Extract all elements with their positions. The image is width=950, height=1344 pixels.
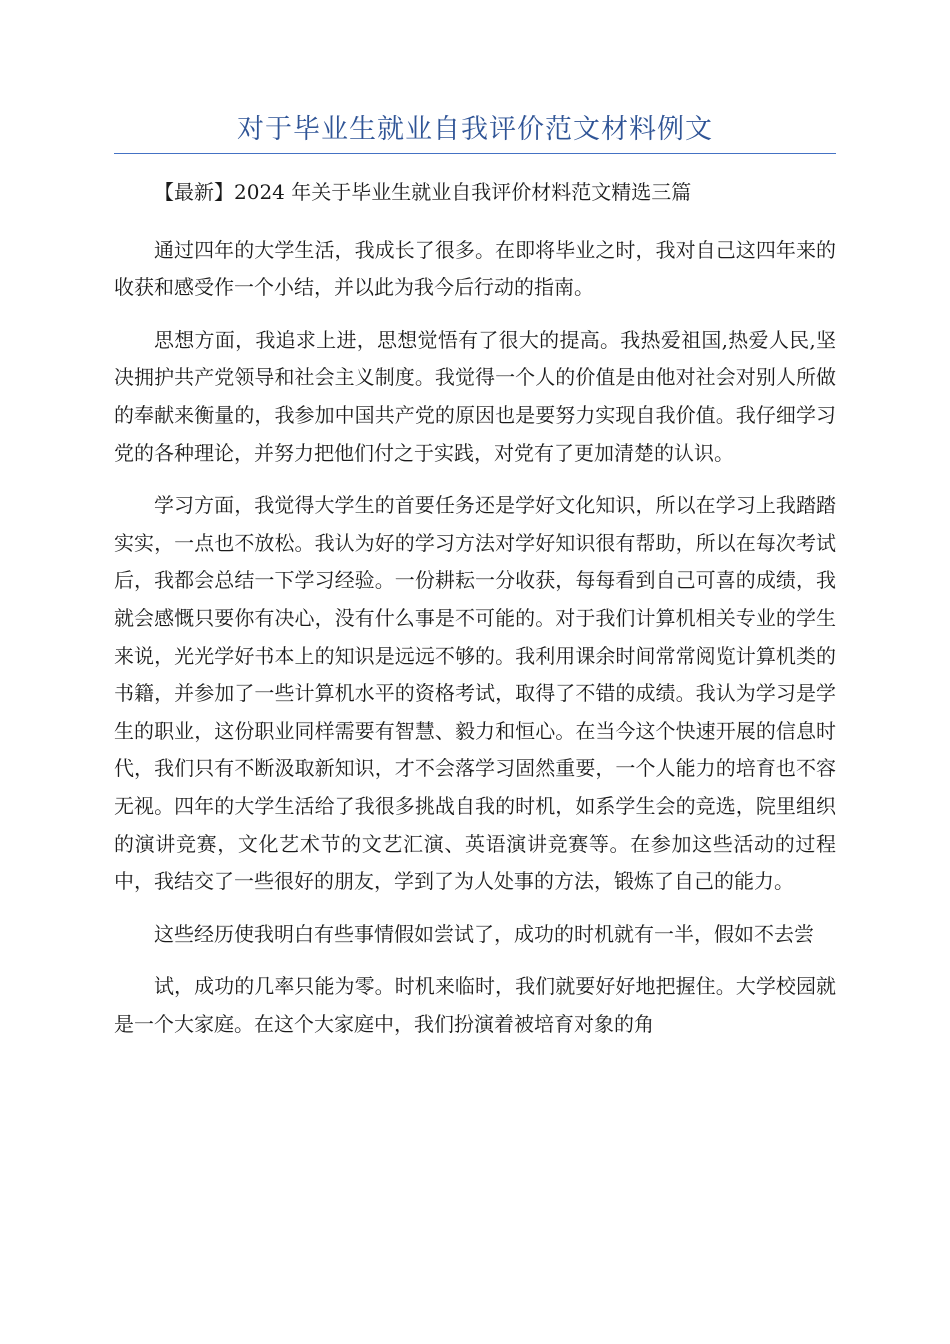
paragraph-continued: 试，成功的几率只能为零。时机来临时，我们就要好好地把握住。大学校园就是一个大家庭。在这个大家庭中，我们扮演着被培育对象的角 [114,974,836,1036]
document-title: 对于毕业生就业自我评价范文材料例文 [237,114,713,145]
title-underline [114,153,836,154]
document-body [114,174,836,1058]
document-subtitle: 【最新】2024 年关于毕业生就业自我评价材料范文精选三篇 [154,180,692,204]
paragraph-intro: 通过四年的大学生活，我成长了很多。在即将毕业之时，我对自己这四年来的收获和感受作一个小结，并以此为我今后行动的指南。 [114,237,836,300]
paragraph-experience: 这些经历使我明白有些事情假如尝试了，成功的时机就有一半，假如不去尝 [154,921,814,946]
paragraph-thought: 思想方面，我追求上进，思想觉悟有了很大的提高。我热爱祖国,热爱人民,坚决拥护共产党领导和社会主义制度。我觉得一个人的价值是由他对社会对别人所做的奉献来衡量的，我参加中国共产党的原因也是要努力实现自我价值。我仔细学习党的各种理论，并努力把他们付之于实践，对党有了更加清楚的认识。 [114,327,836,465]
paragraph-study: 学习方面，我觉得大学生的首要任务还是学好文化知识，所以在学习上我踏踏实实，一点也不放松。我认为好的学习方法对学好知识很有帮助，所以在每次考试后，我都会总结一下学习经验。一份耕耘一分收获，每每看到自己可喜的成绩，我就会感慨只要你有决心，没有什么事是不可能的。对于我们计算机相关专业的学生来说，光光学好书本上的知识是远远不够的。我利用课余时间常常阅览计算机类的书籍，并参加了一些计算机水平的资格考试，取得了不错的成绩。我认为学习是学生的职业，这份职业同样需要有智慧、毅力和恒心。在当今这个快速开展的信息时代，我们只有不断汲取新知识，才不会落学习固然重要，一个人能力的培育也不容无视。四年的大学生活给了我很多挑战自我的时机，如系学生会的竞选，院里组织的演讲竞赛，文化艺术节的文艺汇演、英语演讲竞赛等。在参加这些活动的过程中，我结交了一些很好的朋友，学到了为人处事的方法，锻炼了自己的能力。 [114,493,836,894]
